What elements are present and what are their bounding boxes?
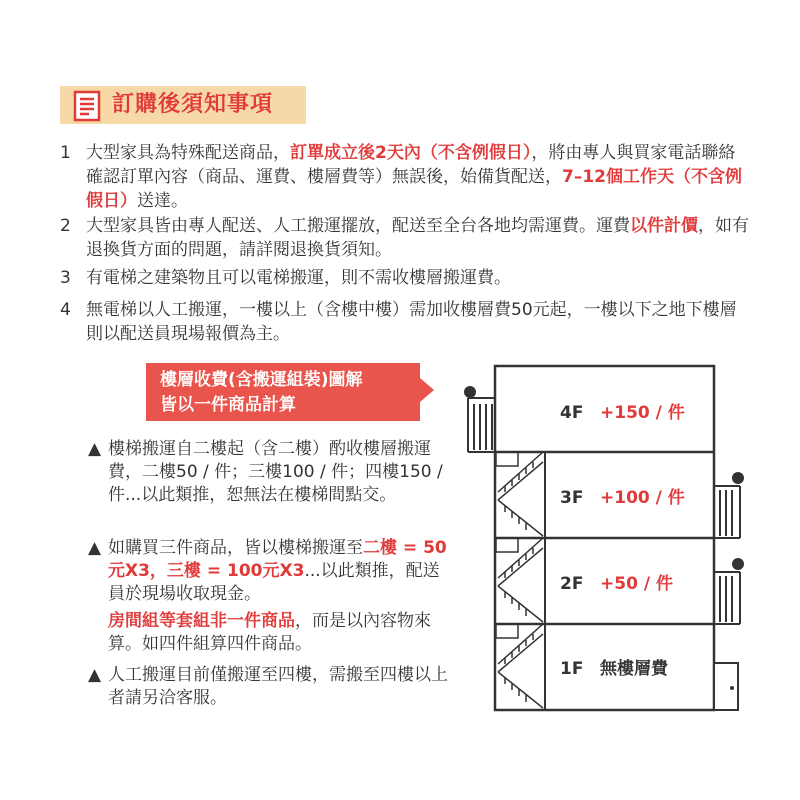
floor-fee: +100 / 件 xyxy=(600,488,685,508)
note-item xyxy=(88,438,448,530)
list-item xyxy=(60,298,750,346)
balcony-railing-icon xyxy=(714,473,743,538)
list-item xyxy=(60,141,750,213)
floor-fee: +150 / 件 xyxy=(600,403,685,423)
callout-line-2: 皆以一件商品計算 xyxy=(160,395,296,415)
item-number: 4 xyxy=(60,300,71,320)
notice-document-icon xyxy=(72,90,102,122)
door-icon xyxy=(714,663,738,710)
triangle-bullet-icon: ▲ xyxy=(88,439,102,459)
note-text: 如購買三件商品，皆以樓梯搬運至二樓 = 50元X3，三樓 = 100元X3...以此類推，配送員於現場收取現金。 xyxy=(108,538,447,604)
floor-fee: +50 / 件 xyxy=(600,574,673,594)
building-diagram xyxy=(455,355,755,720)
floor-label: 3F xyxy=(560,488,584,508)
note-item xyxy=(88,537,448,607)
item-number: 3 xyxy=(60,268,71,288)
item-text: 大型家具為特殊配送商品，訂單成立後2天內（不含例假日），將由專人與買家電話聯絡確認訂單內容（商品、運費、樓層費等）無誤後，始備貨配送，7–12個工作天（不含例假日）送達。 xyxy=(86,143,742,211)
item-number: 1 xyxy=(60,143,71,163)
item-text: 大型家具皆由專人配送、人工搬運擺放，配送至全台各地均需運費。運費以件計價，如有退換貨方面的問題，請詳閱退換貨須知。 xyxy=(86,216,749,260)
floor-label: 1F xyxy=(560,659,584,679)
item-text: 無電梯以人工搬運，一樓以上（含樓中樓）需加收樓層費50元起，一樓以下之地下樓層則以配送員現場報價為主。 xyxy=(86,300,737,344)
list-item xyxy=(60,214,750,262)
page-title: 訂購後須知事項 xyxy=(112,92,274,117)
callout-line-1: 樓層收費(含搬運組裝)圖解 xyxy=(160,370,363,390)
triangle-bullet-icon: ▲ xyxy=(88,538,102,558)
floor-fee: 無樓層費 xyxy=(600,659,668,679)
note-text: 房間組等套組非一件商品，而是以內容物來算。如四件組算四件商品。 xyxy=(108,611,431,654)
balcony-railing-icon xyxy=(465,387,495,452)
balcony-railing-icon xyxy=(714,559,743,624)
note-item xyxy=(88,664,448,712)
triangle-bullet-icon: ▲ xyxy=(88,665,102,685)
note-text: 樓梯搬運自二樓起（含二樓）酌收樓層搬運費，二樓50 / 件；三樓100 / 件；四樓150 / 件...以此類推，恕無法在樓梯間點交。 xyxy=(108,439,443,505)
floor-label: 4F xyxy=(560,403,584,423)
note-item xyxy=(88,610,448,658)
floor-fee-callout xyxy=(146,363,420,421)
floor-label: 2F xyxy=(560,574,584,594)
item-number: 2 xyxy=(60,216,71,236)
note-text: 人工搬運目前僅搬運至四樓，需搬至四樓以上者請另洽客服。 xyxy=(108,665,448,708)
list-item xyxy=(60,266,750,290)
item-text: 有電梯之建築物且可以電梯搬運，則不需收樓層搬運費。 xyxy=(86,268,511,288)
callout-tail xyxy=(420,378,434,402)
